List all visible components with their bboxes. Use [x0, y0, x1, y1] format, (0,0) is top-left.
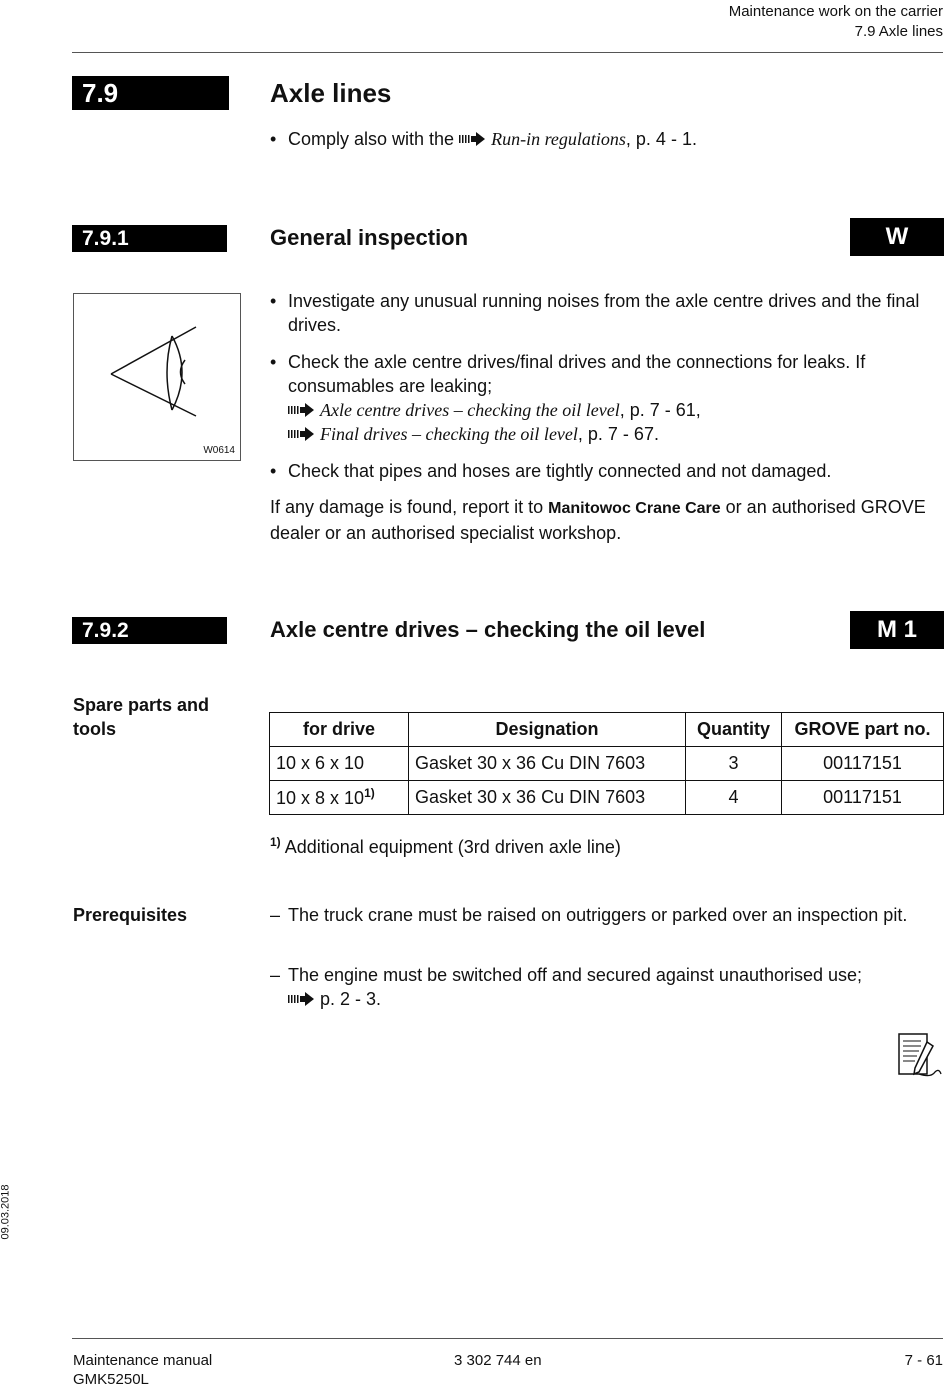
- col-header-designation: Designation: [409, 713, 686, 747]
- run-in-suffix: , p. 4 - 1.: [625, 129, 697, 149]
- dash-marker: –: [270, 905, 281, 925]
- section-number-7-9-2: 7.9.2: [72, 617, 227, 644]
- spare-parts-table: [269, 712, 944, 815]
- footnote-text: Additional equipment (3rd driven axle line): [284, 837, 621, 857]
- engine-reference: [288, 987, 945, 1011]
- damage-report-paragraph: [270, 495, 945, 545]
- noise-bullet: [270, 289, 945, 337]
- run-in-prefix: Comply also with the: [288, 129, 455, 149]
- engine-page-link[interactable]: p. 2 - 3.: [320, 989, 382, 1009]
- cell-designation: Gasket 30 x 36 Cu DIN 7603: [409, 781, 686, 815]
- section-title-7-9: Axle lines: [270, 78, 392, 108]
- reference-arrow-icon: [459, 132, 485, 146]
- axle-drive-page: , p. 7 - 61,: [619, 400, 701, 420]
- pipes-bullet: [270, 459, 945, 483]
- cell-quantity: 3: [686, 747, 782, 781]
- col-header-drive: for drive: [270, 713, 409, 747]
- col-header-part-no: GROVE part no.: [782, 713, 944, 747]
- damage-suffix: or an authorised GROVE dealer or an authorised specialist workshop.: [270, 497, 926, 543]
- col-header-quantity: Quantity: [686, 713, 782, 747]
- eye-inspection-figure: [73, 293, 241, 461]
- leak-bullet-text: Check the axle centre drives/final drives and the connections for leaks. If consumables are leaking;: [288, 352, 866, 396]
- header-rule: [72, 52, 943, 53]
- bullet-dot: •: [270, 352, 277, 372]
- dash-marker: –: [270, 965, 281, 985]
- bullet-dot: •: [270, 129, 277, 149]
- axle-drive-link[interactable]: Axle centre drives – checking the oil level: [320, 400, 620, 420]
- table-row: [270, 747, 944, 781]
- document-pen-icon: [897, 1032, 943, 1080]
- reference-arrow-icon: [288, 427, 314, 441]
- prerequisites-label: Prerequisites: [73, 905, 188, 925]
- footer-manual: Maintenance manual: [73, 1352, 213, 1369]
- footer-model: GMK5250L: [73, 1371, 149, 1388]
- interval-badge-m1: M 1: [850, 611, 944, 649]
- eye-icon: [74, 294, 242, 462]
- prereq-2-text: The engine must be switched off and secured against unauthorised use;: [288, 965, 863, 985]
- footnote-mark: 1): [270, 835, 281, 849]
- interval-badge-w: W: [850, 218, 944, 256]
- prereq-item-2: [270, 963, 945, 1011]
- noise-bullet-text: Investigate any unusual running noises from the axle centre drives and the final drives.: [288, 291, 920, 335]
- damage-prefix: If any damage is found, report it to: [270, 497, 544, 517]
- final-drive-page: , p. 7 - 67.: [577, 424, 659, 444]
- footnote-ref: 1): [364, 786, 375, 800]
- cell-quantity: 4: [686, 781, 782, 815]
- prereq-item-1: [270, 903, 945, 927]
- footer-rule: [72, 1338, 943, 1339]
- section-title-7-9-2: Axle centre drives – checking the oil level: [270, 617, 706, 642]
- header-chapter: Maintenance work on the carrier: [728, 3, 943, 20]
- damage-company: Manitowoc Crane Care: [548, 500, 721, 517]
- cell-part-no: 00117151: [782, 747, 944, 781]
- spare-parts-label: Spare parts and tools: [73, 695, 210, 739]
- prereq-1-text: The truck crane must be raised on outriggers or parked over an inspection pit.: [288, 905, 908, 925]
- footer-page: 7 - 61: [904, 1352, 943, 1369]
- cell-drive: [270, 747, 409, 781]
- section-number-7-9-1: 7.9.1: [72, 225, 227, 252]
- reference-arrow-icon: [288, 992, 314, 1006]
- table-header-row: [270, 713, 944, 747]
- drive-value: 10 x 6 x 10: [276, 753, 365, 773]
- header-section: 7.9 Axle lines: [854, 23, 943, 40]
- pipes-bullet-text: Check that pipes and hoses are tightly connected and not damaged.: [288, 461, 832, 481]
- footer-doc-no: 3 302 744 en: [454, 1352, 542, 1369]
- table-row: [270, 781, 944, 815]
- final-drive-reference: [288, 422, 945, 446]
- bullet-dot: •: [270, 461, 277, 481]
- figure-code: W0614: [203, 445, 235, 456]
- bullet-dot: •: [270, 291, 277, 311]
- table-footnote: [270, 830, 621, 859]
- reference-arrow-icon: [288, 403, 314, 417]
- section-number-7-9: 7.9: [72, 76, 229, 110]
- cell-drive: [270, 781, 409, 815]
- leak-bullet: [270, 350, 945, 446]
- final-drive-link[interactable]: Final drives – checking the oil level: [320, 424, 578, 444]
- drive-value: 10 x 8 x 10: [276, 788, 365, 808]
- run-in-link[interactable]: Run-in regulations: [491, 129, 626, 149]
- cell-designation: Gasket 30 x 36 Cu DIN 7603: [409, 747, 686, 781]
- section-title-7-9-1: General inspection: [270, 225, 469, 250]
- cell-part-no: 00117151: [782, 781, 944, 815]
- side-date: 09.03.2018: [0, 1184, 12, 1240]
- run-in-bullet: [270, 127, 945, 151]
- axle-drive-reference: [288, 398, 945, 422]
